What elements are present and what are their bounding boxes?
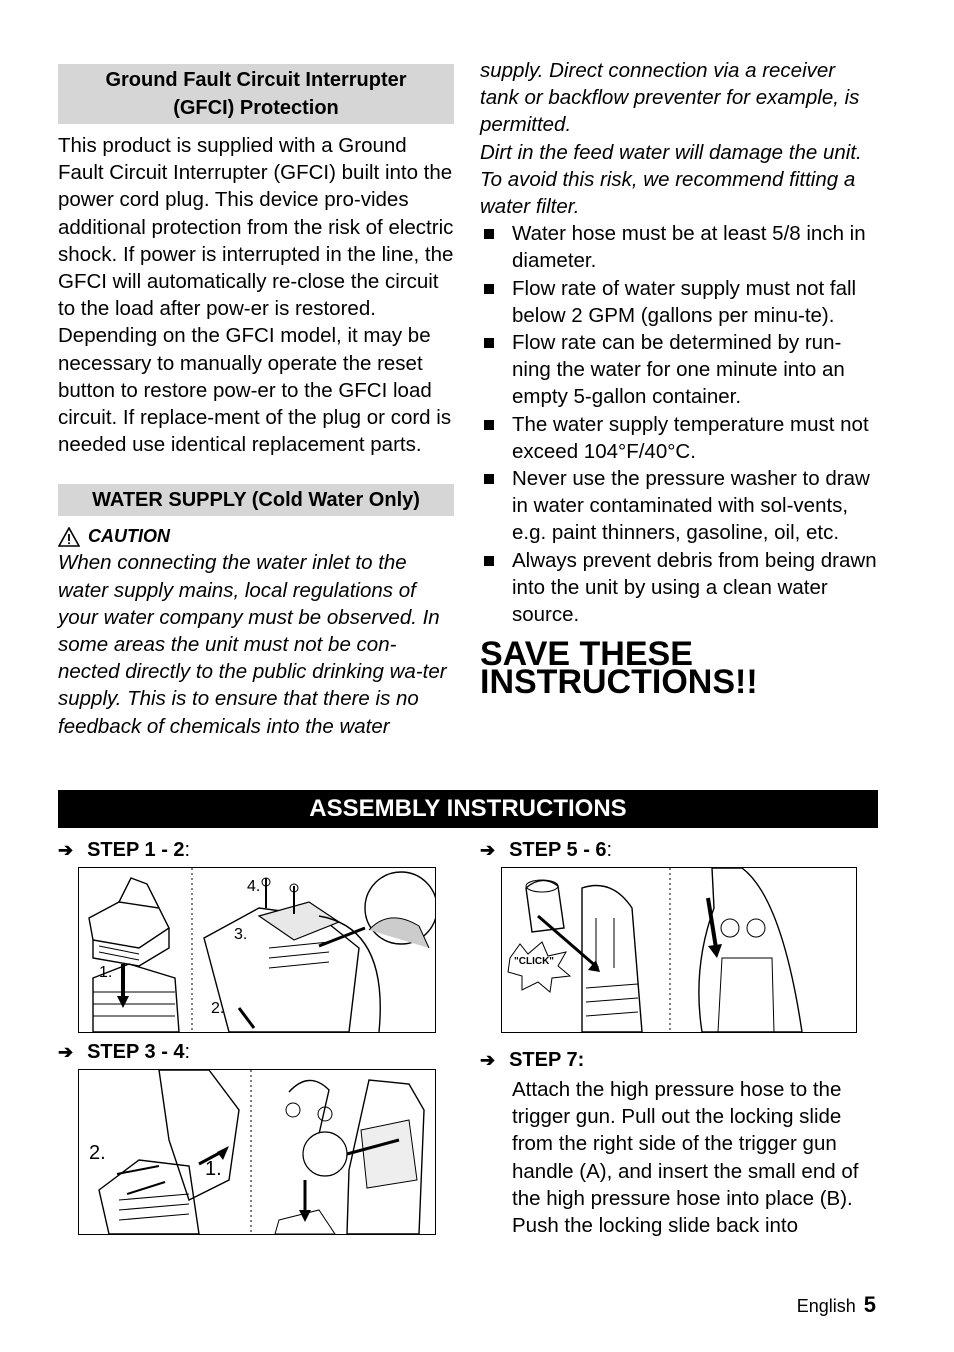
step-5-6-label: ➔ STEP 5 - 6 : (480, 839, 613, 861)
list-item: Flow rate of water supply must not fall below 2 GPM (gallons per minu-te). (480, 275, 878, 329)
step-7-text: Attach the high pressure hose to the trigger gun. Pull out the locking slide from the right side of the trigger gun handle (A), and insert the small end of the high pressure hose into place (B). Push the locking slide back into (512, 1078, 859, 1238)
assembly-heading: ASSEMBLY INSTRUCTIONS (58, 790, 878, 828)
step-7-label: ➔ STEP 7: (480, 1049, 585, 1071)
arrow-right-icon: ➔ (480, 840, 496, 860)
figure-label: 1. (205, 1158, 222, 1180)
list-item: Flow rate can be determined by run-ning the water for one minute into an empty 5-gallon container. (480, 329, 878, 411)
caution-text: When connecting the water inlet to the water supply mains, local regulations of your water company must be observed. In some areas the unit must not be con-nected directly to the public drinking wa-ter supply. This is to ensure that there is no feedback of chemicals into the water (58, 551, 447, 738)
list-item: Always prevent debris from being drawn into the unit by using a clean water source. (480, 547, 878, 629)
page-number: 5 (863, 1292, 876, 1317)
arrow-right-icon: ➔ (58, 840, 74, 860)
footer-language: English (796, 1296, 856, 1316)
figure-label: 1. (99, 964, 113, 981)
arrow-right-icon: ➔ (58, 1042, 74, 1062)
step-3-4-figure (78, 1069, 436, 1235)
right-column (480, 57, 878, 702)
list-item: Never use the pressure washer to draw in water contaminated with sol-vents, e.g. paint thinners, gasoline, oil, etc. (480, 465, 878, 547)
arrow-right-icon: ➔ (480, 1050, 496, 1070)
left-column (58, 64, 454, 740)
list-item: The water supply temperature must not exceed 104°F/40°C. (480, 411, 878, 465)
click-label: "CLICK" (514, 956, 555, 967)
gfci-heading: Ground Fault Circuit Interrupter (GFCI) Protection (58, 64, 454, 124)
step-1-2-label: ➔ STEP 1 - 2 : (58, 839, 191, 861)
assembly-illustration-icon (502, 868, 856, 1032)
figure-label: 4. (247, 878, 261, 895)
save-instructions-title: SAVE THESE INSTRUCTIONS!! (480, 635, 758, 702)
step-3-4-label: ➔ STEP 3 - 4 : (58, 1041, 191, 1063)
step-5-6-figure (501, 867, 857, 1033)
page-footer (797, 1292, 876, 1318)
figure-label: 2. (89, 1142, 106, 1164)
gfci-body: This product is supplied with a Ground Fault Circuit Interrupter (GFCI) built into the power cord plug. This device pro-vides additional protection from the risk of electric shock. If power is interrupted in the line, the GFCI will automatically re-close the circuit to the load after pow-er is restored. Depending on the GFCI model, it may be necessary to manually operate the reset button to restore pow-er to the GFCI load circuit. If replace-ment of the plug or cord is needed use identical replacement parts. (58, 134, 454, 457)
list-item: Water hose must be at least 5/8 inch in diameter. (480, 220, 878, 274)
warning-triangle-icon (58, 527, 80, 547)
figure-label: 2. (211, 1000, 225, 1017)
caution-continued: supply. Direct connection via a receiver tank or backflow preventer for example, is permitted. (480, 59, 860, 137)
water-supply-list (480, 220, 878, 628)
assembly-illustration-icon (79, 1070, 435, 1234)
step-1-2-figure (78, 867, 436, 1033)
caution-label: CAUTION (58, 526, 454, 547)
water-supply-heading: WATER SUPPLY (Cold Water Only) (58, 484, 454, 516)
dirt-note: Dirt in the feed water will damage the unit. To avoid this risk, we recommend fitting a water filter. (480, 140, 862, 219)
figure-label: 3. (234, 926, 248, 943)
